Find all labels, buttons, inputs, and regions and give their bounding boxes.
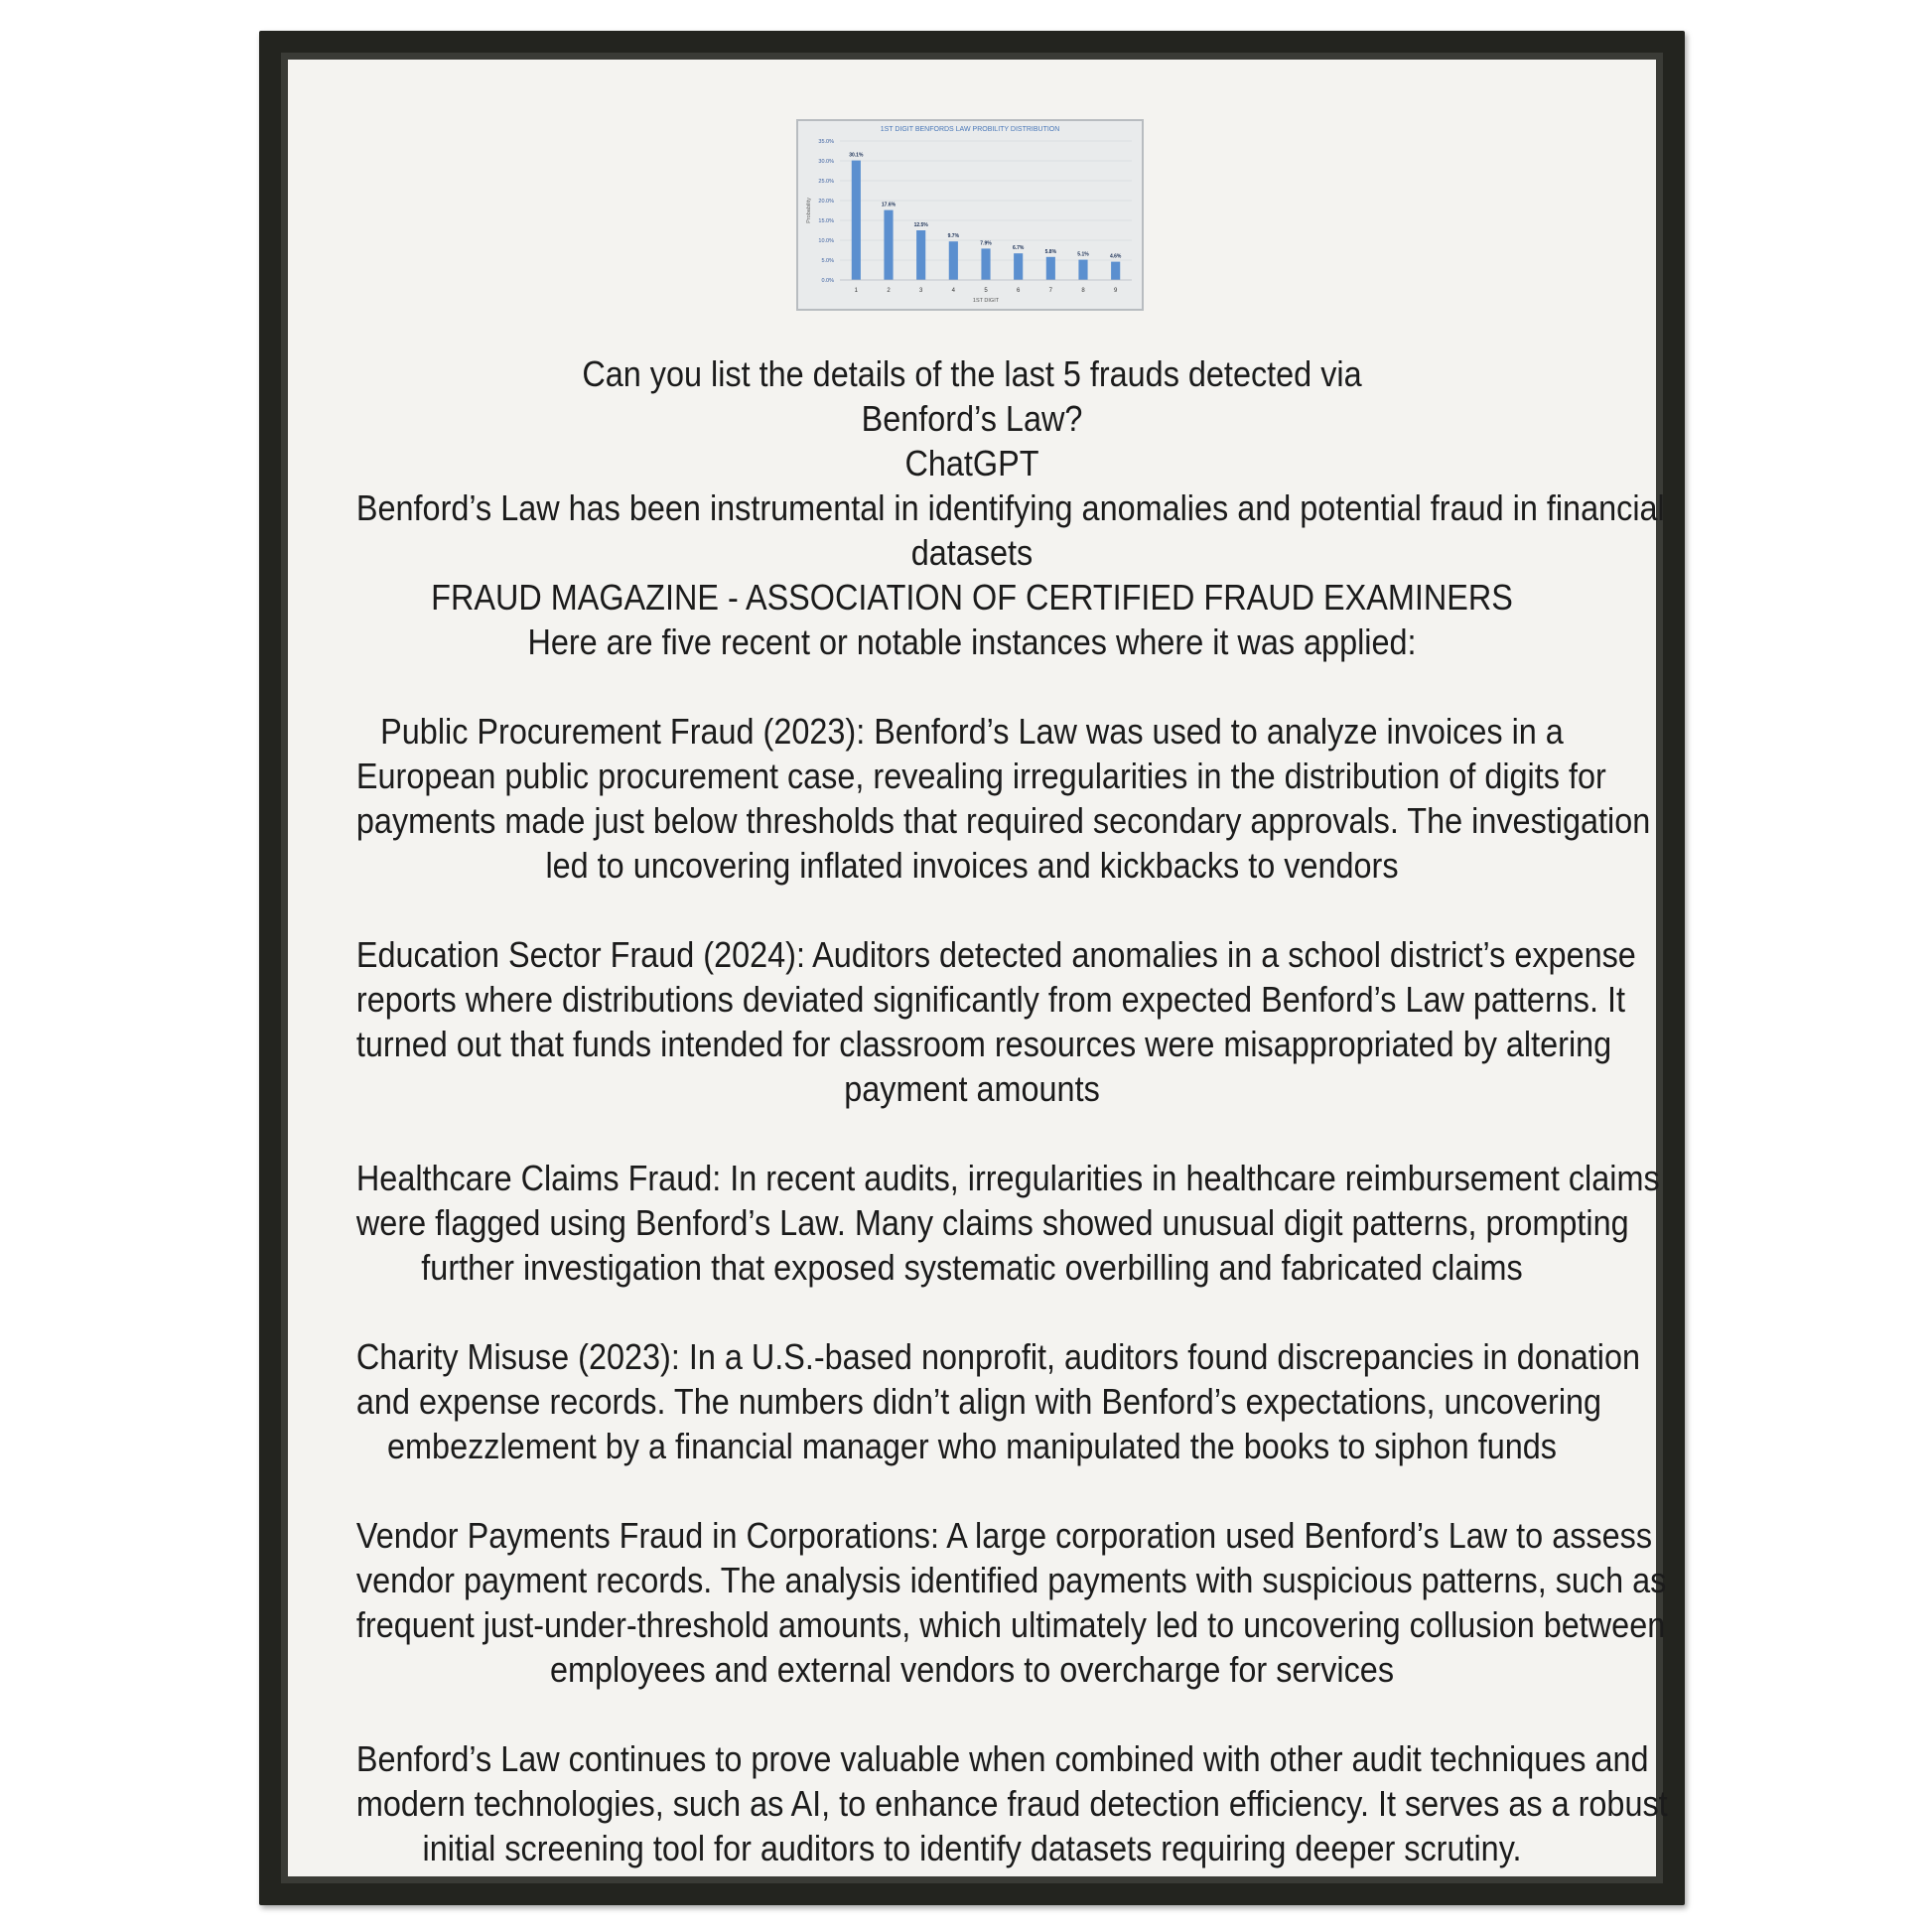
x-tick-label: 2 bbox=[887, 288, 891, 294]
y-tick-label: 35.0% bbox=[818, 139, 834, 145]
case-2-line-3: turned out that funds intended for classroom resources were misappropriated by altering bbox=[355, 1024, 1612, 1064]
y-tick-label: 15.0% bbox=[818, 218, 834, 224]
bar-value-label: 9.7% bbox=[947, 233, 960, 240]
case-2-line-4: payment amounts bbox=[844, 1068, 1100, 1109]
bar-value-label: 5.1% bbox=[1077, 251, 1089, 258]
question-line-2: Benford’s Law? bbox=[861, 398, 1083, 439]
bar-value-label: 4.6% bbox=[1109, 253, 1122, 260]
x-tick-label: 6 bbox=[1016, 288, 1021, 294]
case-1-line-3: payments made just below thresholds that required secondary approvals. The investigation bbox=[355, 800, 1651, 841]
bar-value-label: 12.5% bbox=[913, 222, 928, 228]
poster-paper bbox=[288, 60, 1668, 1876]
benford-chart bbox=[796, 119, 1144, 311]
chart-bar bbox=[884, 210, 893, 280]
paragraph-gap bbox=[356, 664, 1587, 709]
conclusion-line-3: initial screening tool for auditors to identify datasets requiring deeper scrutiny. bbox=[422, 1828, 1522, 1868]
intro-line-1: Benford’s Law has been instrumental in identifying anomalies and potential fraud in financial bbox=[355, 487, 1665, 528]
case-1-line-2: European public procurement case, revealing irregularities in the distribution of digits for bbox=[355, 756, 1606, 796]
picture-frame bbox=[259, 31, 1685, 1905]
bar-value-label: 17.6% bbox=[881, 202, 897, 208]
case-4-line-3: embezzlement by a financial manager who manipulated the books to siphon funds bbox=[387, 1426, 1557, 1466]
chart-background bbox=[798, 121, 1142, 309]
y-axis-label: Probability bbox=[806, 198, 812, 223]
paragraph-gap bbox=[356, 888, 1587, 932]
paragraph-gap bbox=[356, 1290, 1587, 1334]
case-2-line-2: reports where distributions deviated significantly from expected Benford’s Law patterns. It bbox=[355, 979, 1625, 1020]
case-2-line-1: Education Sector Fraud (2024): Auditors detected anomalies in a school district’s expense bbox=[355, 934, 1636, 975]
paragraph-gap bbox=[356, 1468, 1587, 1513]
chart-title: 1ST DIGIT BENFORDS LAW PROBILITY DISTRIBUTION bbox=[880, 126, 1060, 133]
x-axis-label: 1ST DIGIT bbox=[972, 298, 1000, 304]
x-tick-label: 3 bbox=[918, 288, 923, 294]
case-3-line-2: were flagged using Benford’s Law. Many claims showed unusual digit patterns, prompting bbox=[355, 1202, 1629, 1243]
source-label: FRAUD MAGAZINE - ASSOCIATION OF CERTIFIED FRAUD EXAMINERS bbox=[431, 577, 1513, 618]
case-5-line-2: vendor payment records. The analysis identified payments with suspicious patterns, such as bbox=[355, 1560, 1667, 1600]
benford-chart-svg bbox=[798, 121, 1142, 309]
x-tick-label: 7 bbox=[1048, 288, 1053, 294]
case-5-line-3: frequent just-under-threshold amounts, which ultimately led to uncovering collusion between bbox=[355, 1604, 1666, 1645]
x-tick-label: 1 bbox=[854, 288, 859, 294]
chart-bar bbox=[981, 248, 990, 280]
speaker-label: ChatGPT bbox=[904, 443, 1039, 483]
case-1-line-4: led to uncovering inflated invoices and kickbacks to vendors bbox=[545, 845, 1399, 886]
y-tick-label: 0.0% bbox=[821, 278, 834, 284]
chart-bar bbox=[949, 241, 958, 280]
case-4-line-2: and expense records. The numbers didn’t align with Benford’s expectations, uncovering bbox=[355, 1381, 1602, 1422]
chart-bar bbox=[916, 230, 925, 280]
case-3-line-1: Healthcare Claims Fraud: In recent audits, irregularities in healthcare reimbursement claims bbox=[355, 1158, 1660, 1198]
bar-value-label: 6.7% bbox=[1012, 245, 1025, 252]
lead-line: Here are five recent or notable instances where it was applied: bbox=[527, 621, 1417, 662]
x-tick-label: 4 bbox=[951, 288, 956, 294]
bar-value-label: 30.1% bbox=[849, 152, 864, 159]
chart-bar bbox=[1078, 260, 1087, 280]
x-tick-label: 5 bbox=[984, 288, 988, 294]
y-tick-label: 25.0% bbox=[818, 179, 834, 185]
conclusion-line-2: modern technologies, such as AI, to enhance fraud detection efficiency. It serves as a robust bbox=[355, 1783, 1668, 1824]
bar-value-label: 5.8% bbox=[1044, 248, 1057, 255]
chart-bar bbox=[1111, 262, 1120, 280]
paragraph-gap bbox=[356, 1692, 1587, 1736]
x-tick-label: 8 bbox=[1081, 288, 1085, 294]
bar-value-label: 7.9% bbox=[980, 240, 992, 247]
x-tick-label: 9 bbox=[1113, 288, 1118, 294]
case-5-line-1: Vendor Payments Fraud in Corporations: A large corporation used Benford’s Law to assess bbox=[355, 1515, 1653, 1556]
y-tick-label: 30.0% bbox=[818, 159, 834, 165]
paragraph-gap bbox=[356, 1111, 1587, 1156]
case-5-line-4: employees and external vendors to overcharge for services bbox=[549, 1649, 1395, 1690]
y-tick-label: 10.0% bbox=[818, 238, 834, 244]
case-3-line-3: further investigation that exposed systematic overbilling and fabricated claims bbox=[421, 1247, 1523, 1288]
intro-line-2: datasets bbox=[910, 532, 1034, 573]
chart-bar bbox=[852, 161, 861, 280]
chart-bar bbox=[1014, 253, 1023, 280]
conclusion-line-1: Benford’s Law continues to prove valuable when combined with other audit techniques and bbox=[355, 1738, 1649, 1779]
poster-text bbox=[355, 351, 1668, 1870]
case-1-line-1: Public Procurement Fraud (2023): Benford’s Law was used to analyze invoices in a bbox=[380, 711, 1564, 752]
y-tick-label: 5.0% bbox=[821, 258, 834, 264]
case-4-line-1: Charity Misuse (2023): In a U.S.-based nonprofit, auditors found discrepancies in donation bbox=[355, 1336, 1641, 1377]
y-tick-label: 20.0% bbox=[818, 199, 834, 205]
question-line-1: Can you list the details of the last 5 frauds detected via bbox=[582, 353, 1362, 394]
chart-bar bbox=[1046, 257, 1055, 280]
